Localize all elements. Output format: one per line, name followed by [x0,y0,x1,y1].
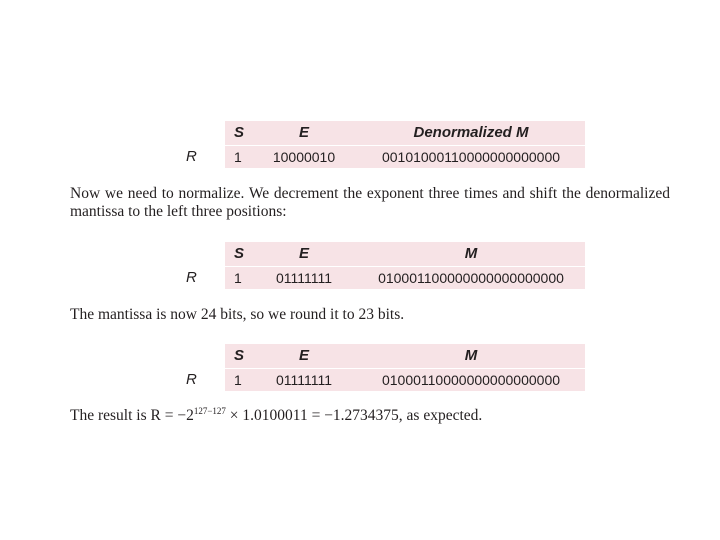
cell-m: 01000110000000000000000 [381,372,561,388]
bits-table-shifted [225,242,585,289]
cell-s: 1 [234,270,242,286]
bits-table-denormalized [225,121,585,168]
header-m: M [464,245,478,262]
paragraph-result [70,407,670,426]
cell-s: 1 [234,372,242,388]
table-row [225,368,585,392]
header-s: S [234,347,245,364]
cell-e: 10000010 [272,149,336,165]
cell-e: 01111111 [275,270,333,286]
cell-m: 00101000110000000000000 [381,149,561,165]
table3-row-label: R [186,371,197,388]
cell-m: 010001100000000000000000 [378,270,564,286]
table2-row-label: R [186,269,197,286]
header-e: E [298,124,309,141]
table-row [225,145,585,169]
table-header-row [225,242,585,265]
cell-e: 01111111 [275,372,333,388]
header-e: E [298,245,309,262]
table-header-row [225,121,585,144]
paragraph-normalize: Now we need to normalize. We decrement the exponent three times and shift the denormalized mantissa to the left three positions: [70,185,670,220]
result-exponent: 127−127 [193,406,226,416]
header-s: S [234,124,245,141]
table-row [225,266,585,290]
paragraph-round: The mantissa is now 24 bits, so we round it to 23 bits. [70,306,405,323]
header-s: S [234,245,245,262]
bits-table-rounded [225,344,585,391]
header-m: Denormalized M [413,124,529,141]
header-m: M [464,347,478,364]
header-e: E [298,347,309,364]
result-prefix: The result is R = −2 [70,407,194,424]
table1-row-label: R [186,148,197,165]
result-suffix: × 1.0100011 = −1.2734375, as expected. [225,407,483,424]
table-header-row [225,344,585,367]
cell-s: 1 [234,149,242,165]
